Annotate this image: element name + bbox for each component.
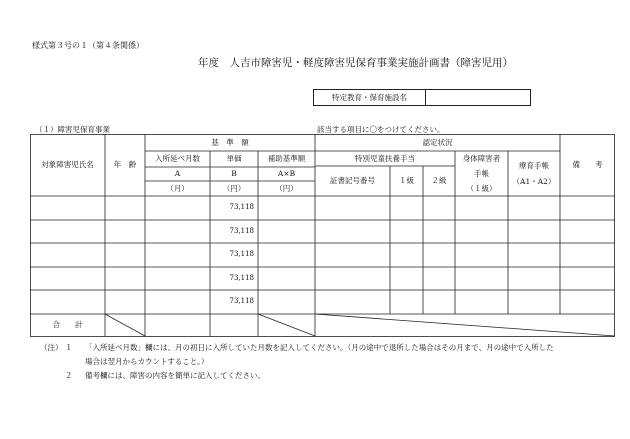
note-2-number: ２ xyxy=(65,371,73,380)
col-header-physical-line1: 身体障害者 xyxy=(462,154,501,163)
note-1-continuation: 場合は翌月からカウントすること。） xyxy=(85,357,209,366)
col-header-subsidy: 補助基準額 xyxy=(267,154,306,163)
facility-name-label: 特定教育・保育施設名 xyxy=(314,90,426,105)
group-header-base-amount: 基 準 額 xyxy=(211,138,249,147)
col-header-age: 年 齢 xyxy=(113,160,137,169)
notes xyxy=(40,341,620,383)
col-header-unit-price: 単価 xyxy=(226,154,242,163)
col-symbol-axb: A×B xyxy=(277,169,296,178)
col-header-grade2: ２級 xyxy=(431,176,447,185)
total-label: 合 計 xyxy=(52,320,83,329)
unit-price-cell: 73,118 xyxy=(229,250,254,258)
col-header-months: 入所延べ月数 xyxy=(155,154,200,163)
circle-instruction: 該当する項目に〇をつけてください。 xyxy=(317,125,445,134)
unit-yen-b: （円） xyxy=(222,184,246,193)
unit-price-cell: 73,118 xyxy=(229,203,254,211)
form-number: 様式第３号の１（第４条関係） xyxy=(32,41,144,50)
col-header-remarks: 備 考 xyxy=(572,160,603,169)
unit-yen-axb: （円） xyxy=(275,184,298,193)
note-2-text: 備考欄には、障害の内容を簡単に記入してください。 xyxy=(85,371,265,380)
col-symbol-b: B xyxy=(231,169,237,178)
col-symbol-a: A xyxy=(174,169,181,178)
col-header-physical-line2: 手帳 xyxy=(474,169,489,178)
document-title: 年度 人吉市障害児・軽度障害児保育事業実施計画書（障害児用） xyxy=(198,57,513,69)
note-1-text: 「入所延べ月数」欄には、月の初日に入所していた月数を記入してください。（月の途中で退所した場合はその月まで、月の途中で入所した xyxy=(85,343,554,352)
col-header-therapy-line2: （A1・A2） xyxy=(512,177,556,186)
unit-price-cell: 73,118 xyxy=(229,274,254,282)
unit-price-cell: 73,118 xyxy=(229,297,254,305)
col-header-therapy-line1: 療育手帳 xyxy=(519,161,549,170)
notes-mark: （注） xyxy=(40,343,63,352)
col-header-child-name: 対象障害児氏名 xyxy=(41,160,94,169)
col-header-physical-line3: （１級） xyxy=(466,184,497,193)
unit-price-cell: 73,118 xyxy=(229,227,254,235)
col-header-cert-number: 証書記号番号 xyxy=(330,176,375,185)
note-1-number: １ xyxy=(65,343,73,352)
col-header-grade1: １級 xyxy=(399,176,414,185)
unit-months: （月） xyxy=(166,184,189,193)
section-title: （１）障害児保育事業 xyxy=(35,125,110,134)
col-header-special-allowance: 特別児童扶養手当 xyxy=(355,154,415,163)
group-header-certification: 認定状況 xyxy=(422,138,453,147)
